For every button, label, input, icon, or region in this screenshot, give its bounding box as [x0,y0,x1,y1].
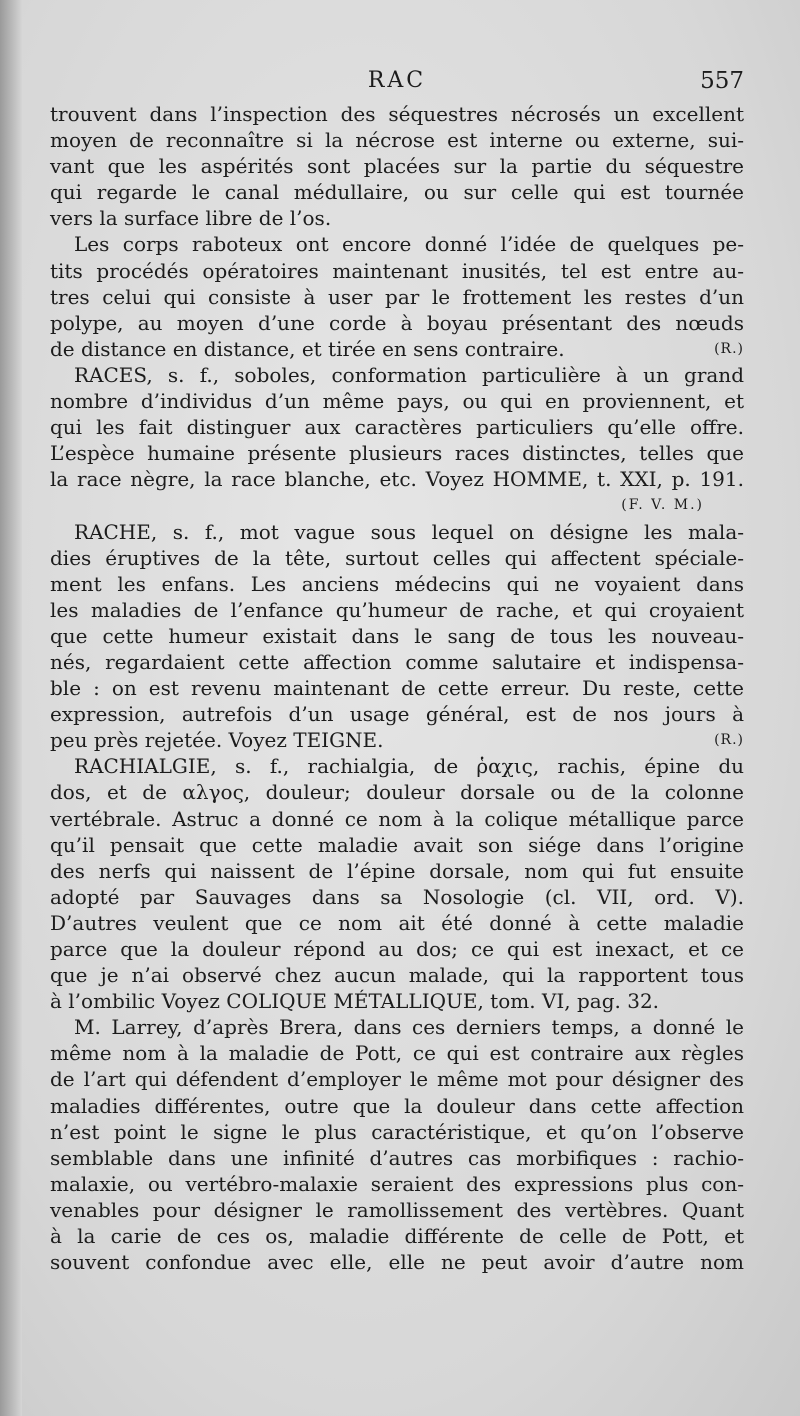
text-line: qu’il pensait que cette maladie avait son siége dans l’origine [50,832,744,857]
text-line: ble : on est revenu maintenant de cette erreur. Du reste, cette [50,676,744,701]
entry-races: RACES, s. f., soboles, conformation particulière à un grand [74,362,744,387]
text-line: venables pour désigner le ramollissement des vertèbres. Quant [50,1197,744,1222]
text-line: vers la surface libre de l’os. [50,206,332,231]
text-line: Les corps raboteux ont encore donné l’idée de quelques pe- [74,232,744,257]
text-line: parce que la douleur répond au dos; ce qui est inexact, et ce [50,937,744,961]
text-line-content: peu près rejetée. Voyez TEIGNE. [50,728,384,753]
text-line: L’espèce humaine présente plusieurs races distinctes, telles que [50,441,744,466]
text-line: nombre d’individus d’un même pays, ou qui en proviennent, et [50,389,744,414]
text-line: adopté par Sauvages dans sa Nosologie (cl. VII, ord. V). [50,884,744,909]
text-line: vant que les aspérités sont placées sur la partie du séquestre [50,154,744,179]
text-line-with-signature [50,727,744,753]
text-line: expression, autrefois d’un usage général, est de nos jours à [50,702,744,727]
text-line: à l’ombilic Voyez COLIQUE MÉTALLIQUE, tom. VI, pag. 32. [50,989,660,1014]
binding-gutter [0,0,22,1416]
page-number: 557 [700,68,744,94]
text-line: tits procédés opératoires maintenant inusités, tel est entre au- [50,258,744,283]
text-line: dies éruptives de la tête, surtout celles qui affectent spéciale- [50,545,744,570]
text-line: qui les fait distinguer aux caractères particuliers qu’elle offre. [50,415,744,440]
text-line: que je n’ai observé chez aucun malade, qui la rapportent tous [50,963,744,988]
text-line: qui regarde le canal médullaire, ou sur celle qui est tournée [50,180,744,205]
text-line: n’est point le signe le plus caractéristique, et qu’on l’observe [50,1119,744,1144]
text-line: polype, au moyen d’une corde à boyau présentant des nœuds [50,310,744,335]
text-line: nés, regardaient cette affection comme salutaire et indispensa- [50,649,744,674]
text-line-with-signature [50,336,744,362]
text-line: dos, et de αλγος, douleur; douleur dorsale ou de la colonne [50,780,744,805]
text-line-content: de distance en distance, et tirée en sens contraire. [50,336,565,361]
text-line: moyen de reconnaître si la nécrose est interne ou externe, sui- [50,128,744,153]
text-line: les maladies de l’enfance qu’humeur de rache, et qui croyaient [50,597,744,622]
page-body [50,101,744,1275]
running-head-title: RAC [367,68,427,93]
entry-rachialgie: RACHIALGIE, s. f., rachialgia, de ῥαχις, rachis, épine du [74,754,744,779]
text-line: M. Larrey, d’après Brera, dans ces derniers temps, a donné le [74,1015,744,1040]
running-head [50,68,744,102]
text-line: souvent confondue avec elle, elle ne peut avoir d’autre nom [50,1250,744,1275]
text-line: malaxie, ou vertébro-malaxie seraient des expressions plus con- [50,1171,744,1196]
text-line: la race nègre, la race blanche, etc. Voyez HOMME, t. XXI, p. 191. [50,467,744,492]
text-line: trouvent dans l’inspection des séquestres nécrosés un excellent [50,102,744,126]
author-signature: (F. V. M.) [621,497,704,514]
text-line: maladies différentes, outre que la douleur dans cette affection [50,1093,744,1118]
text-line: que cette humeur existait dans le sang de tous les nouveau- [50,623,744,648]
text-line: ment les enfans. Les anciens médecins qui ne voyaient dans [50,571,744,596]
author-signature: (R.) [714,340,744,357]
text-line: à la carie de ces os, maladie différente de celle de Pott, et [50,1224,744,1249]
text-line: de l’art qui défendent d’employer le même mot pour désigner des [50,1067,744,1092]
text-line: tres celui qui consiste à user par le frottement les restes d’un [50,284,744,309]
text-line: même nom à la maladie de Pott, ce qui est contraire aux règles [50,1041,744,1066]
text-line: D’autres veulent que ce nom ait été donné à cette maladie [50,910,744,935]
author-signature: (R.) [714,732,744,749]
entry-rache: RACHE, s. f., mot vague sous lequel on désigne les mala- [74,519,744,544]
text-line: semblable dans une infinité d’autres cas morbifiques : rachio- [50,1145,744,1170]
text-line: vertébrale. Astruc a donné ce nom à la colique métallique parce [50,806,744,831]
text-line: des nerfs qui naissent de l’épine dorsale, nom qui fut ensuite [50,858,744,883]
